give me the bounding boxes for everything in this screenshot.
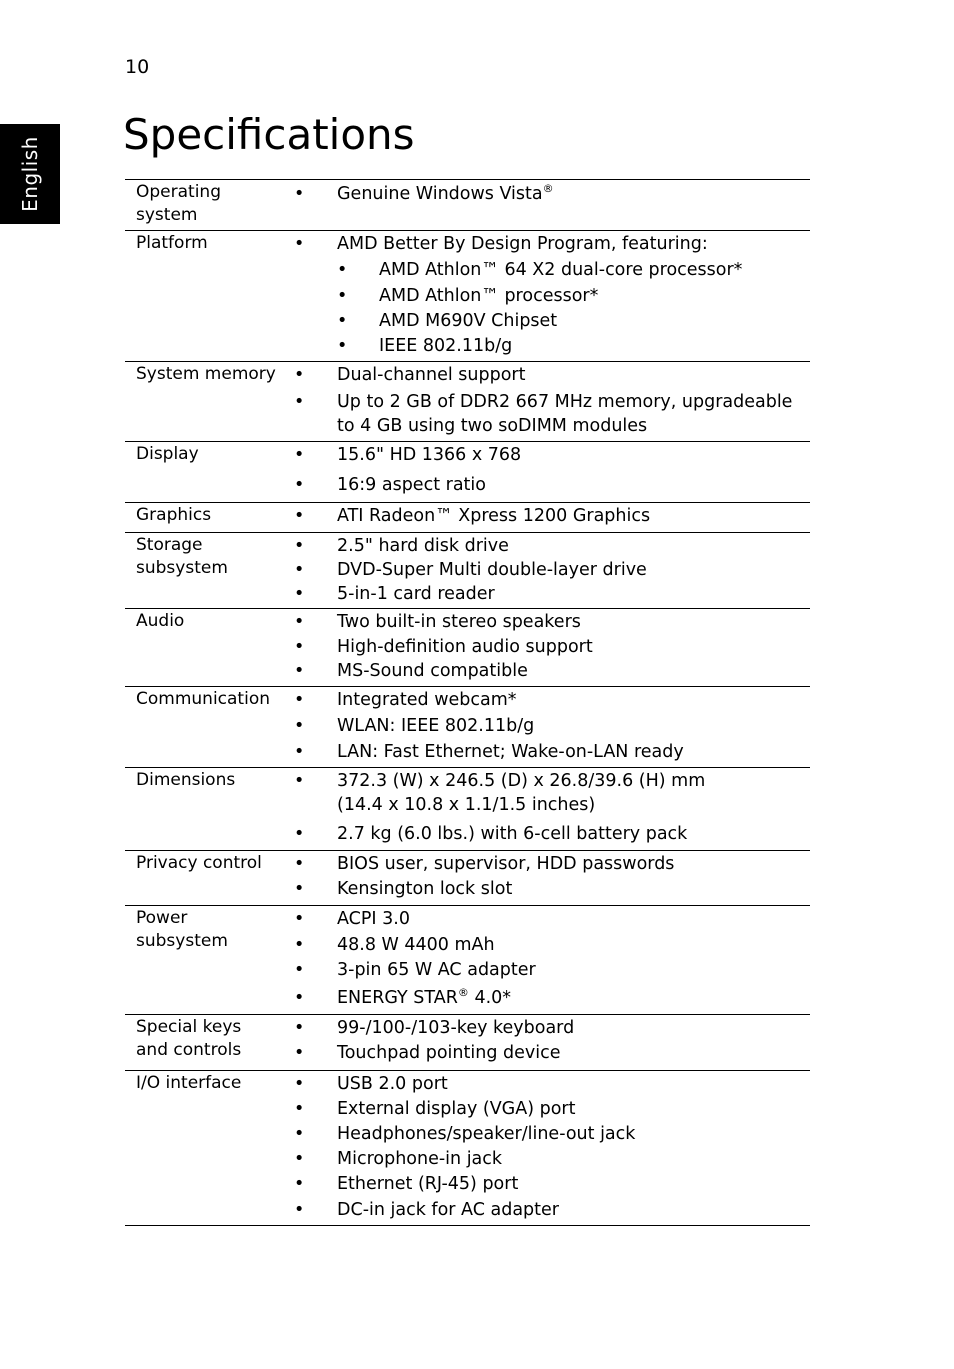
bullet-icon: • (337, 260, 348, 280)
spec-label-line: subsystem (136, 931, 228, 951)
item-text: USB 2.0 port (337, 1074, 448, 1094)
spec-items (289, 906, 810, 1014)
item-text: 5-in-1 card reader (337, 584, 495, 604)
spec-label (125, 1071, 289, 1225)
spec-row (125, 230, 810, 361)
spec-label (125, 609, 289, 686)
spec-items (289, 609, 810, 686)
list-item (289, 1198, 810, 1222)
spec-row (125, 905, 810, 1014)
item-text: WLAN: IEEE 802.11b/g (337, 716, 535, 736)
page-title: Specifications (123, 110, 415, 159)
item-text: 48.8 W 4400 mAh (337, 935, 495, 955)
spec-label (125, 768, 289, 850)
item-text: Two built-in stereo speakers (337, 612, 581, 632)
list-item (289, 688, 810, 712)
page-number: 10 (125, 56, 150, 78)
item-text: MS-Sound compatible (337, 661, 528, 681)
list-item (289, 714, 810, 738)
item-text: AMD Athlon™ processor* (379, 286, 599, 306)
item-text: ENERGY STAR (337, 988, 458, 1008)
list-item (289, 363, 810, 387)
list-item (289, 659, 810, 683)
spec-label (125, 687, 289, 767)
sub-list-item (289, 284, 810, 308)
item-text: ACPI 3.0 (337, 909, 410, 929)
item-text: 2.5" hard disk drive (337, 536, 509, 556)
sub-list-item (289, 309, 810, 333)
item-text: BIOS user, supervisor, HDD passwords (337, 854, 675, 874)
spec-label (125, 503, 289, 532)
bullet-icon: • (294, 475, 305, 495)
spec-items (289, 768, 810, 850)
list-item (289, 1097, 810, 1121)
list-item (289, 504, 810, 528)
spec-label (125, 180, 289, 230)
spec-label (125, 906, 289, 1014)
spec-label (125, 533, 289, 608)
list-item (289, 740, 810, 764)
item-text: 2.7 kg (6.0 lbs.) with 6-cell battery pack (337, 824, 688, 844)
bullet-icon: • (294, 879, 305, 899)
spec-label-line: Communication (136, 689, 270, 709)
bullet-icon: • (294, 1018, 305, 1038)
spec-row (125, 179, 810, 230)
bullet-icon: • (294, 1200, 305, 1220)
list-item (289, 1172, 810, 1196)
bullet-icon: • (294, 824, 305, 844)
spec-label-line: Audio (136, 611, 185, 631)
spec-label (125, 1015, 289, 1070)
list-item (289, 635, 810, 659)
list-item (289, 610, 810, 634)
bullet-icon: • (337, 336, 348, 356)
item-text: Dual-channel support (337, 365, 526, 385)
spec-label (125, 362, 289, 441)
spec-label-line: Dimensions (136, 770, 236, 790)
bullet-icon: • (294, 1043, 305, 1063)
item-text-suffix: 4.0* (468, 988, 512, 1008)
item-text: ATI Radeon™ Xpress 1200 Graphics (337, 506, 651, 526)
spec-label (125, 442, 289, 502)
spec-items (289, 180, 810, 230)
bullet-icon: • (294, 854, 305, 874)
specifications-table (125, 179, 810, 1226)
spec-items (289, 442, 810, 502)
list-item (289, 933, 810, 957)
spec-label-line: Privacy control (136, 853, 262, 873)
spec-label-line: Platform (136, 233, 208, 253)
list-item (289, 443, 810, 467)
item-text: DVD-Super Multi double-layer drive (337, 560, 647, 580)
list-item (289, 558, 810, 582)
item-text: DC-in jack for AC adapter (337, 1200, 559, 1220)
bullet-icon: • (294, 661, 305, 681)
bullet-icon: • (294, 716, 305, 736)
language-tab (0, 124, 60, 224)
bullet-icon: • (294, 690, 305, 710)
bullet-icon: • (294, 909, 305, 929)
bullet-icon: • (294, 771, 305, 791)
registered-mark: ® (542, 182, 554, 196)
spec-label-line: I/O interface (136, 1073, 242, 1093)
item-text: External display (VGA) port (337, 1099, 576, 1119)
bullet-icon: • (294, 1149, 305, 1169)
list-item (289, 852, 810, 876)
bullet-icon: • (294, 1074, 305, 1094)
spec-row (125, 1014, 810, 1070)
item-text: 3-pin 65 W AC adapter (337, 960, 536, 980)
spec-label-line: and controls (136, 1040, 242, 1060)
item-text: Integrated webcam* (337, 690, 517, 710)
list-item (289, 986, 810, 1010)
item-text-line: 372.3 (W) x 246.5 (D) x 26.8/39.6 (H) mm (337, 771, 706, 791)
list-item (289, 1016, 810, 1040)
sub-list-item (289, 258, 810, 282)
language-tab-label: English (18, 136, 42, 212)
item-text: AMD Better By Design Program, featuring: (337, 234, 708, 254)
spec-row (125, 532, 810, 608)
spec-items (289, 1015, 810, 1070)
sub-list-item (289, 334, 810, 358)
list-item (289, 534, 810, 558)
bullet-icon: • (337, 286, 348, 306)
item-text: Ethernet (RJ-45) port (337, 1174, 519, 1194)
bullet-icon: • (294, 1124, 305, 1144)
spec-row (125, 441, 810, 502)
spec-label-line: subsystem (136, 558, 228, 578)
bullet-icon: • (294, 637, 305, 657)
spec-row (125, 502, 810, 532)
spec-row (125, 361, 810, 441)
bullet-icon: • (294, 742, 305, 762)
list-item (289, 958, 810, 982)
bullet-icon: • (294, 612, 305, 632)
item-text: AMD M690V Chipset (379, 311, 558, 331)
bullet-icon: • (294, 584, 305, 604)
item-text: 15.6" HD 1366 x 768 (337, 445, 522, 465)
spec-row (125, 686, 810, 767)
spec-items (289, 851, 810, 905)
spec-label (125, 231, 289, 361)
bullet-icon: • (294, 988, 305, 1008)
list-item (289, 182, 810, 206)
bullet-icon: • (294, 445, 305, 465)
list-item (289, 1147, 810, 1171)
item-text: 99-/100-/103-key keyboard (337, 1018, 575, 1038)
item-text: High-definition audio support (337, 637, 593, 657)
item-text: AMD Athlon™ 64 X2 dual-core processor* (379, 260, 743, 280)
bullet-icon: • (294, 536, 305, 556)
spec-row (125, 850, 810, 905)
spec-row (125, 767, 810, 850)
item-text: 16:9 aspect ratio (337, 475, 486, 495)
bullet-icon: • (294, 184, 305, 204)
item-text: Touchpad pointing device (337, 1043, 561, 1063)
spec-label-line: Power (136, 908, 188, 928)
list-item (289, 769, 810, 817)
bullet-icon: • (294, 392, 305, 412)
bullet-icon: • (294, 1099, 305, 1119)
item-text-line: (14.4 x 10.8 x 1.1/1.5 inches) (337, 795, 596, 815)
bullet-icon: • (294, 960, 305, 980)
list-item (289, 907, 810, 931)
item-text-line: Up to 2 GB of DDR2 667 MHz memory, upgradeable (337, 392, 793, 412)
spec-items (289, 503, 810, 532)
spec-label-line: Special keys (136, 1017, 242, 1037)
bullet-icon: • (294, 560, 305, 580)
spec-label-line: Graphics (136, 505, 212, 525)
list-item (289, 473, 810, 497)
item-text: Genuine Windows Vista (337, 184, 543, 204)
item-text: Headphones/speaker/line-out jack (337, 1124, 636, 1144)
list-item (289, 232, 810, 256)
spec-label-line: Display (136, 444, 199, 464)
spec-label-line: system (136, 205, 198, 225)
bullet-icon: • (294, 365, 305, 385)
spec-label-line: Operating (136, 182, 221, 202)
spec-label (125, 851, 289, 905)
spec-items (289, 231, 810, 361)
bullet-icon: • (294, 506, 305, 526)
spec-row (125, 608, 810, 686)
spec-label-line: System memory (136, 364, 276, 384)
item-text: LAN: Fast Ethernet; Wake-on-LAN ready (337, 742, 684, 762)
bullet-icon: • (294, 234, 305, 254)
list-item (289, 1122, 810, 1146)
item-text-line: to 4 GB using two soDIMM modules (337, 416, 648, 436)
spec-row (125, 1070, 810, 1226)
list-item (289, 1072, 810, 1096)
list-item (289, 1041, 810, 1065)
spec-items (289, 1071, 810, 1225)
list-item (289, 582, 810, 606)
spec-label-line: Storage (136, 535, 203, 555)
spec-items (289, 362, 810, 441)
list-item (289, 877, 810, 901)
spec-items (289, 687, 810, 767)
list-item (289, 390, 810, 438)
item-text: IEEE 802.11b/g (379, 336, 513, 356)
item-text: Kensington lock slot (337, 879, 513, 899)
spec-items (289, 533, 810, 608)
bullet-icon: • (294, 1174, 305, 1194)
list-item (289, 822, 810, 846)
registered-mark: ® (457, 986, 469, 1000)
bullet-icon: • (294, 935, 305, 955)
item-text: Microphone-in jack (337, 1149, 503, 1169)
bullet-icon: • (337, 311, 348, 331)
